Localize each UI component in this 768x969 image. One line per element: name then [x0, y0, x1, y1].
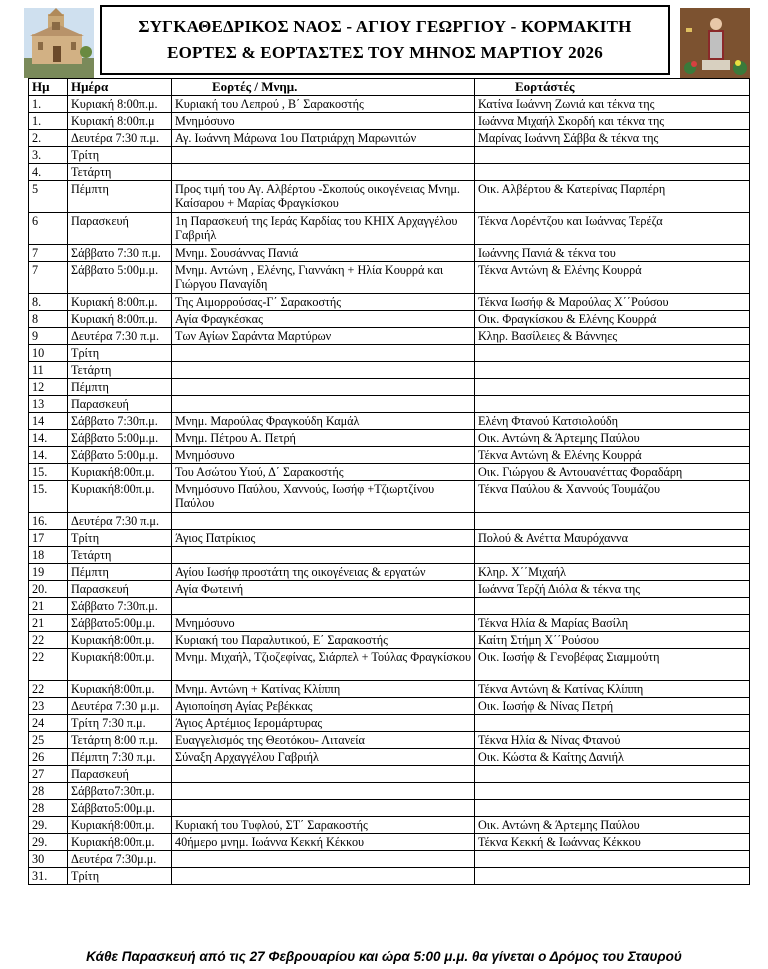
table-row: [29, 547, 750, 564]
cell-event: [172, 164, 475, 181]
cell-celebrants: Τέκνα Λορέντζου και Ιωάννας Τερέζα: [475, 213, 750, 245]
cell-event: [172, 513, 475, 530]
cell-date: 7: [29, 245, 68, 262]
cell-event: [172, 362, 475, 379]
cell-celebrants: Τέκνα Ηλία & Νίνας Φτανού: [475, 732, 750, 749]
footer-note: Κάθε Παρασκευή από τις 27 Φεβρουαρίου και ώρα 5:00 μ.μ. θα γίνεται ο Δρόμος του Σταυρού: [86, 949, 682, 964]
cell-event: Μνημόσυνο Παύλου, Χαννούς, Ιωσήφ +Τζιωρτζίνου Παύλου: [172, 481, 475, 513]
table-row: [29, 749, 750, 766]
cell-day: Κυριακή 8:00π.μ: [68, 113, 172, 130]
cell-day: Κυριακή 8:00π.μ.: [68, 96, 172, 113]
cell-date: 14.: [29, 447, 68, 464]
cell-event: Σύναξη Αρχαγγέλου Γαβριήλ: [172, 749, 475, 766]
cell-celebrants: Οικ. Ιωσήφ & Γενοβέφας Σιαμμούτη: [475, 649, 750, 681]
cell-celebrants: [475, 547, 750, 564]
cell-date: 17: [29, 530, 68, 547]
table-row: [29, 147, 750, 164]
cell-date: 29.: [29, 817, 68, 834]
cell-celebrants: Οικ. Αντώνη & Άρτεμης Παύλου: [475, 430, 750, 447]
cell-day: Κυριακή 8:00π.μ.: [68, 311, 172, 328]
cell-celebrants: [475, 598, 750, 615]
cell-event: [172, 800, 475, 817]
table-row: [29, 632, 750, 649]
cell-date: 3.: [29, 147, 68, 164]
cell-celebrants: [475, 766, 750, 783]
cell-day: Κυριακή8:00π.μ.: [68, 649, 172, 681]
cell-day: Πέμπτη: [68, 181, 172, 213]
cell-event: Του Ασώτου Υιού, Δ΄ Σαρακοστής: [172, 464, 475, 481]
cell-event: Κυριακή του Παραλυτικού, Ε΄ Σαρακοστής: [172, 632, 475, 649]
cell-event: Μνημ. Αντώνη + Κατίνας Κλίππη: [172, 681, 475, 698]
cell-date: 21: [29, 615, 68, 632]
table-row: [29, 715, 750, 732]
table-row: [29, 851, 750, 868]
schedule-table: [28, 78, 750, 885]
cell-event: 1η Παρασκευή της Ιεράς Καρδίας του ΚΗΙΧ Αρχαγγέλου Γαβριήλ: [172, 213, 475, 245]
table-row: [29, 362, 750, 379]
cell-event: [172, 766, 475, 783]
cell-day: Σάββατο 7:30π.μ.: [68, 413, 172, 430]
cell-event: Μνημόσυνο: [172, 447, 475, 464]
cell-celebrants: [475, 396, 750, 413]
cell-day: Δευτέρα 7:30μ.μ.: [68, 851, 172, 868]
cell-event: Άγιος Αρτέμιος Ιερομάρτυρας: [172, 715, 475, 732]
table-row: [29, 598, 750, 615]
cell-day: Παρασκευή: [68, 581, 172, 598]
cell-celebrants: [475, 147, 750, 164]
table-row: [29, 345, 750, 362]
cell-event: Μνημ. Σουσάννας Πανιά: [172, 245, 475, 262]
cell-day: Τρίτη: [68, 868, 172, 885]
cell-day: Κυριακή8:00π.μ.: [68, 817, 172, 834]
table-row: [29, 464, 750, 481]
cell-event: Μνημόσυνο: [172, 615, 475, 632]
table-row: [29, 130, 750, 147]
table-row: [29, 698, 750, 715]
cell-day: Σάββατο5:00μ.μ.: [68, 615, 172, 632]
table-row: [29, 481, 750, 513]
cell-event: Αγ. Ιωάννη Μάρωνα 1ου Πατριάρχη Μαρωνιτών: [172, 130, 475, 147]
cell-celebrants: Οικ. Φραγκίσκου & Ελένης Κουρρά: [475, 311, 750, 328]
cell-celebrants: Ιωάννα Τερζή Διόλα & τέκνα της: [475, 581, 750, 598]
cell-date: 30: [29, 851, 68, 868]
cell-event: Αγίου Ιωσήφ προστάτη της οικογένειας & εργατών: [172, 564, 475, 581]
cell-day: Σάββατο7:30π.μ.: [68, 783, 172, 800]
cell-event: [172, 345, 475, 362]
table-row: [29, 213, 750, 245]
cell-event: Κυριακή του Τυφλού, ΣΤ΄ Σαρακοστής: [172, 817, 475, 834]
cell-celebrants: [475, 345, 750, 362]
table-row: [29, 817, 750, 834]
cell-date: 6: [29, 213, 68, 245]
cell-celebrants: Οικ. Αντώνη & Άρτεμης Παύλου: [475, 817, 750, 834]
cell-event: 40ήμερο μνημ. Ιωάννα Κεκκή Κέκκου: [172, 834, 475, 851]
cell-day: Παρασκευή: [68, 396, 172, 413]
cell-day: Δευτέρα 7:30 μ.μ.: [68, 698, 172, 715]
cell-date: 23: [29, 698, 68, 715]
cell-celebrants: [475, 164, 750, 181]
table-row: [29, 681, 750, 698]
table-row: [29, 581, 750, 598]
cell-celebrants: [475, 379, 750, 396]
cell-celebrants: [475, 362, 750, 379]
cell-celebrants: Ιωάννης Πανιά & τέκνα του: [475, 245, 750, 262]
cell-date: 7: [29, 262, 68, 294]
cell-celebrants: Τέκνα Αντώνη & Ελένης Κουρρά: [475, 262, 750, 294]
title-box: [100, 5, 670, 75]
cell-celebrants: Τέκνα Ιωσήφ & Μαρούλας Χ΄΄Ρούσου: [475, 294, 750, 311]
col-header-celebrants: Εορτάστές: [475, 79, 750, 96]
cell-celebrants: [475, 868, 750, 885]
cell-day: Τετάρτη: [68, 547, 172, 564]
cell-day: Τρίτη 7:30 π.μ.: [68, 715, 172, 732]
cell-day: Κυριακή8:00π.μ.: [68, 834, 172, 851]
cell-celebrants: [475, 800, 750, 817]
cell-event: Αγία Φωτεινή: [172, 581, 475, 598]
cell-event: [172, 783, 475, 800]
cell-date: 31.: [29, 868, 68, 885]
cell-event: [172, 147, 475, 164]
table-row: [29, 396, 750, 413]
cell-celebrants: [475, 851, 750, 868]
cell-date: 24: [29, 715, 68, 732]
cell-date: 25: [29, 732, 68, 749]
table-row: [29, 430, 750, 447]
cell-event: [172, 851, 475, 868]
cell-date: 27: [29, 766, 68, 783]
cell-event: Των Αγίων Σαράντα Μαρτύρων: [172, 328, 475, 345]
cell-date: 21: [29, 598, 68, 615]
cell-date: 26: [29, 749, 68, 766]
table-row: [29, 530, 750, 547]
cell-date: 2.: [29, 130, 68, 147]
cell-date: 11: [29, 362, 68, 379]
table-row: [29, 834, 750, 851]
church-photo: [24, 8, 94, 78]
table-row: [29, 96, 750, 113]
table-row: [29, 379, 750, 396]
cell-event: Μνημ. Αντώνη , Ελένης, Γιαννάκη + Ηλία Κουρρά και Γιώργου Παναγίδη: [172, 262, 475, 294]
table-row: [29, 164, 750, 181]
cell-event: Κυριακή του Λεπρού , Β΄ Σαρακοστής: [172, 96, 475, 113]
cell-celebrants: [475, 715, 750, 732]
table-row: [29, 766, 750, 783]
cell-day: Σάββατο 5:00μ.μ.: [68, 262, 172, 294]
cell-day: Κυριακή8:00π.μ.: [68, 481, 172, 513]
cell-day: Σάββατο 7:30π.μ.: [68, 598, 172, 615]
cell-event: Μνημ. Μιχαήλ, Τζιοζεφίνας, Σιάρπελ + Τούλας Φραγκίσκου: [172, 649, 475, 681]
cell-celebrants: Οικ. Ιωσήφ & Νίνας Πετρή: [475, 698, 750, 715]
cell-celebrants: [475, 783, 750, 800]
table-row: [29, 328, 750, 345]
cell-day: Κυριακή8:00π.μ.: [68, 464, 172, 481]
table-row: [29, 800, 750, 817]
cell-day: Πέμπτη: [68, 379, 172, 396]
cell-date: 18: [29, 547, 68, 564]
cell-date: 12: [29, 379, 68, 396]
table-row: [29, 868, 750, 885]
cell-event: Αγιοποίηση Αγίας Ρεβέκκας: [172, 698, 475, 715]
cell-day: Σάββατο5:00μ.μ.: [68, 800, 172, 817]
cell-celebrants: Ιωάννα Μιχαήλ Σκορδή και τέκνα της: [475, 113, 750, 130]
cell-date: 15.: [29, 481, 68, 513]
table-row: [29, 311, 750, 328]
cell-date: 8.: [29, 294, 68, 311]
cell-celebrants: Οικ. Γιώργου & Αντουανέττας Φοραδάρη: [475, 464, 750, 481]
cell-date: 1.: [29, 96, 68, 113]
cell-day: Πέμπτη: [68, 564, 172, 581]
table-row: [29, 262, 750, 294]
cell-date: 10: [29, 345, 68, 362]
cell-day: Σάββατο 7:30 π.μ.: [68, 245, 172, 262]
cell-date: 1.: [29, 113, 68, 130]
cell-celebrants: Κληρ. Χ΄΄Μιχαήλ: [475, 564, 750, 581]
cell-event: Μνημ. Μαρούλας Φραγκούδη Καμάλ: [172, 413, 475, 430]
cell-event: Μνημ. Πέτρου Α. Πετρή: [172, 430, 475, 447]
col-header-day: Ημέρα: [68, 79, 172, 96]
cell-day: Τετάρτη: [68, 164, 172, 181]
cell-date: 22: [29, 681, 68, 698]
cell-day: Πέμπτη 7:30 π.μ.: [68, 749, 172, 766]
cell-celebrants: [475, 513, 750, 530]
cell-date: 22: [29, 632, 68, 649]
cell-celebrants: Τέκνα Ηλία & Μαρίας Βασίλη: [475, 615, 750, 632]
cell-day: Σάββατο 5:00μ.μ.: [68, 430, 172, 447]
saint-statue-photo: [680, 8, 750, 78]
cell-day: Σάββατο 5:00μ.μ.: [68, 447, 172, 464]
cell-day: Δευτέρα 7:30 π.μ.: [68, 328, 172, 345]
cell-event: Ευαγγελισμός της Θεοτόκου- Λιτανεία: [172, 732, 475, 749]
cell-day: Κυριακή8:00π.μ.: [68, 681, 172, 698]
cell-date: 20.: [29, 581, 68, 598]
header-month-title: ΕΟΡΤΕΣ & ΕΟΡΤΑΣΤΕΣ ΤΟΥ ΜΗΝΟΣ ΜΑΡΤΙΟΥ 2026: [167, 43, 603, 62]
cell-celebrants: Τέκνα Αντώνη & Ελένης Κουρρά: [475, 447, 750, 464]
cell-celebrants: Οικ. Κώστα & Καίτης Δανιήλ: [475, 749, 750, 766]
cell-celebrants: Οικ. Αλβέρτου & Κατερίνας Παρπέρη: [475, 181, 750, 213]
header-church-name: ΣΥΓΚΑΘΕΔΡΙΚΟΣ ΝΑΟΣ - ΑΓΙΟΥ ΓΕΩΡΓΙΟΥ - ΚΟΡΜΑΚΙΤΗ: [138, 17, 632, 36]
table-row: [29, 615, 750, 632]
cell-day: Τρίτη: [68, 147, 172, 164]
cell-date: 9: [29, 328, 68, 345]
col-header-date: Ημ: [29, 79, 68, 96]
cell-day: Παρασκευή: [68, 766, 172, 783]
table-row: [29, 294, 750, 311]
cell-date: 4.: [29, 164, 68, 181]
cell-day: Δευτέρα 7:30 π.μ.: [68, 513, 172, 530]
cell-date: 8: [29, 311, 68, 328]
cell-day: Κυριακή8:00π.μ.: [68, 632, 172, 649]
cell-celebrants: Πολού & Ανέττα Μαυρόχαννα: [475, 530, 750, 547]
cell-date: 19: [29, 564, 68, 581]
cell-date: 15.: [29, 464, 68, 481]
cell-day: Δευτέρα 7:30 π.μ.: [68, 130, 172, 147]
cell-event: Της Αιμορρούσας-Γ΄ Σαρακοστής: [172, 294, 475, 311]
table-row: [29, 564, 750, 581]
cell-celebrants: Κληρ. Βασίλειες & Βάννηες: [475, 328, 750, 345]
cell-event: [172, 396, 475, 413]
cell-celebrants: Μαρίνας Ιωάννη Σάββα & τέκνα της: [475, 130, 750, 147]
cell-event: Αγία Φραγκέσκας: [172, 311, 475, 328]
table-row: [29, 413, 750, 430]
cell-celebrants: Κατίνα Ιωάννη Ζωνιά και τέκνα της: [475, 96, 750, 113]
cell-date: 16.: [29, 513, 68, 530]
cell-date: 28: [29, 800, 68, 817]
cell-celebrants: Ελένη Φτανού Κατσιολούδη: [475, 413, 750, 430]
cell-event: Προς τιμή του Αγ. Αλβέρτου -Σκοπούς οικογένειας Μνημ. Καίσαρου + Μαρίας Φραγκίσκου: [172, 181, 475, 213]
cell-date: 29.: [29, 834, 68, 851]
table-row: [29, 447, 750, 464]
cell-event: Μνημόσυνο: [172, 113, 475, 130]
cell-day: Κυριακή 8:00π.μ.: [68, 294, 172, 311]
table-row: [29, 783, 750, 800]
table-header-row: [29, 79, 750, 96]
cell-celebrants: Τέκνα Κεκκή & Ιωάννας Κέκκου: [475, 834, 750, 851]
table-row: [29, 181, 750, 213]
cell-day: Παρασκευή: [68, 213, 172, 245]
cell-event: [172, 379, 475, 396]
cell-day: Τετάρτη 8:00 π.μ.: [68, 732, 172, 749]
table-row: [29, 732, 750, 749]
table-row: [29, 513, 750, 530]
table-row: [29, 649, 750, 681]
cell-date: 28: [29, 783, 68, 800]
cell-celebrants: Τέκνα Παύλου & Χαννούς Τουμάζου: [475, 481, 750, 513]
cell-date: 14.: [29, 430, 68, 447]
cell-day: Τετάρτη: [68, 362, 172, 379]
cell-event: Άγιος Πατρίκιος: [172, 530, 475, 547]
cell-event: [172, 868, 475, 885]
cell-event: [172, 547, 475, 564]
cell-day: Τρίτη: [68, 345, 172, 362]
cell-day: Τρίτη: [68, 530, 172, 547]
cell-event: [172, 598, 475, 615]
cell-date: 22: [29, 649, 68, 681]
table-row: [29, 245, 750, 262]
table-row: [29, 113, 750, 130]
col-header-events: Εορτές / Μνημ.: [172, 79, 475, 96]
cell-celebrants: Καίτη Στήμη Χ΄΄Ρούσου: [475, 632, 750, 649]
cell-date: 14: [29, 413, 68, 430]
cell-date: 5: [29, 181, 68, 213]
cell-celebrants: Τέκνα Αντώνη & Κατίνας Κλίππη: [475, 681, 750, 698]
cell-date: 13: [29, 396, 68, 413]
